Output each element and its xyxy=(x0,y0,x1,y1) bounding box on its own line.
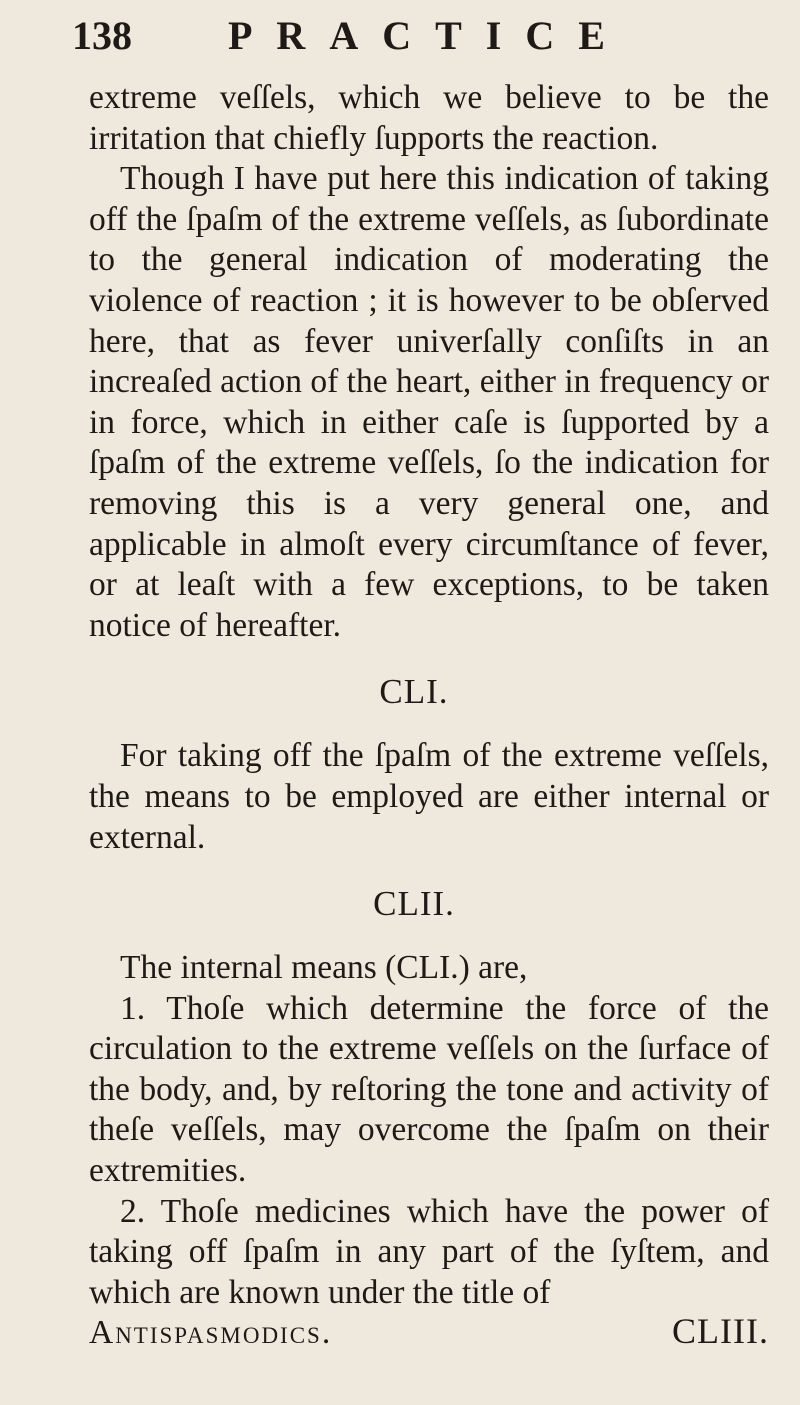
paragraph-continued: extreme veſſels, which we believe to be the irritation that chiefly ſupports the reaction. xyxy=(89,79,769,157)
page-number: 138 xyxy=(72,13,132,58)
section-number-152: CLII. xyxy=(373,884,455,924)
list-item-2 xyxy=(89,1192,769,1314)
paragraph-means: For taking off the ſpaſm of the extreme veſſels, the means to be employed are either internal or external. xyxy=(89,737,769,856)
term-antispasmodics: Antispasmodics. xyxy=(89,1314,333,1352)
list-item-2-text: 2. Thoſe medicines which have the power of taking off ſpaſm in any part of the ſyſtem, and which are known under the title of xyxy=(89,1192,769,1311)
list-item-1: 1. Thoſe which determine the force of the circulation to the extreme veſſels on the ſurface of the body, and, by reſtoring the tone and activity of theſe veſſels, may overcome the ſpaſm on their extremities. xyxy=(89,989,769,1190)
running-title: PRACTICE xyxy=(228,13,629,58)
last-line xyxy=(89,1311,769,1354)
body-text xyxy=(89,78,769,1354)
paragraph-indication: Though I have put here this indication of taking off the ſpaſm of the extreme veſſels, as ſubordinate to the general indication of moderating the violence of reaction ; it is however to be obſerved here, that as fever univerſally conſiſts in an increaſed action of the heart, either in frequency or in force, which in either caſe is ſupported by a ſpaſm of the extreme veſſels, ſo the indication for removing this is a very general one, and applicable in almoſt every circumſtance of fever, or at leaſt with a few exceptions, to be taken notice of hereafter. xyxy=(89,160,769,644)
paragraph-internal-means: The internal means (CLI.) are, xyxy=(120,949,528,987)
catchword: CLIII. xyxy=(672,1311,769,1352)
page-header xyxy=(72,6,752,66)
section-number-151: CLI. xyxy=(379,672,449,712)
